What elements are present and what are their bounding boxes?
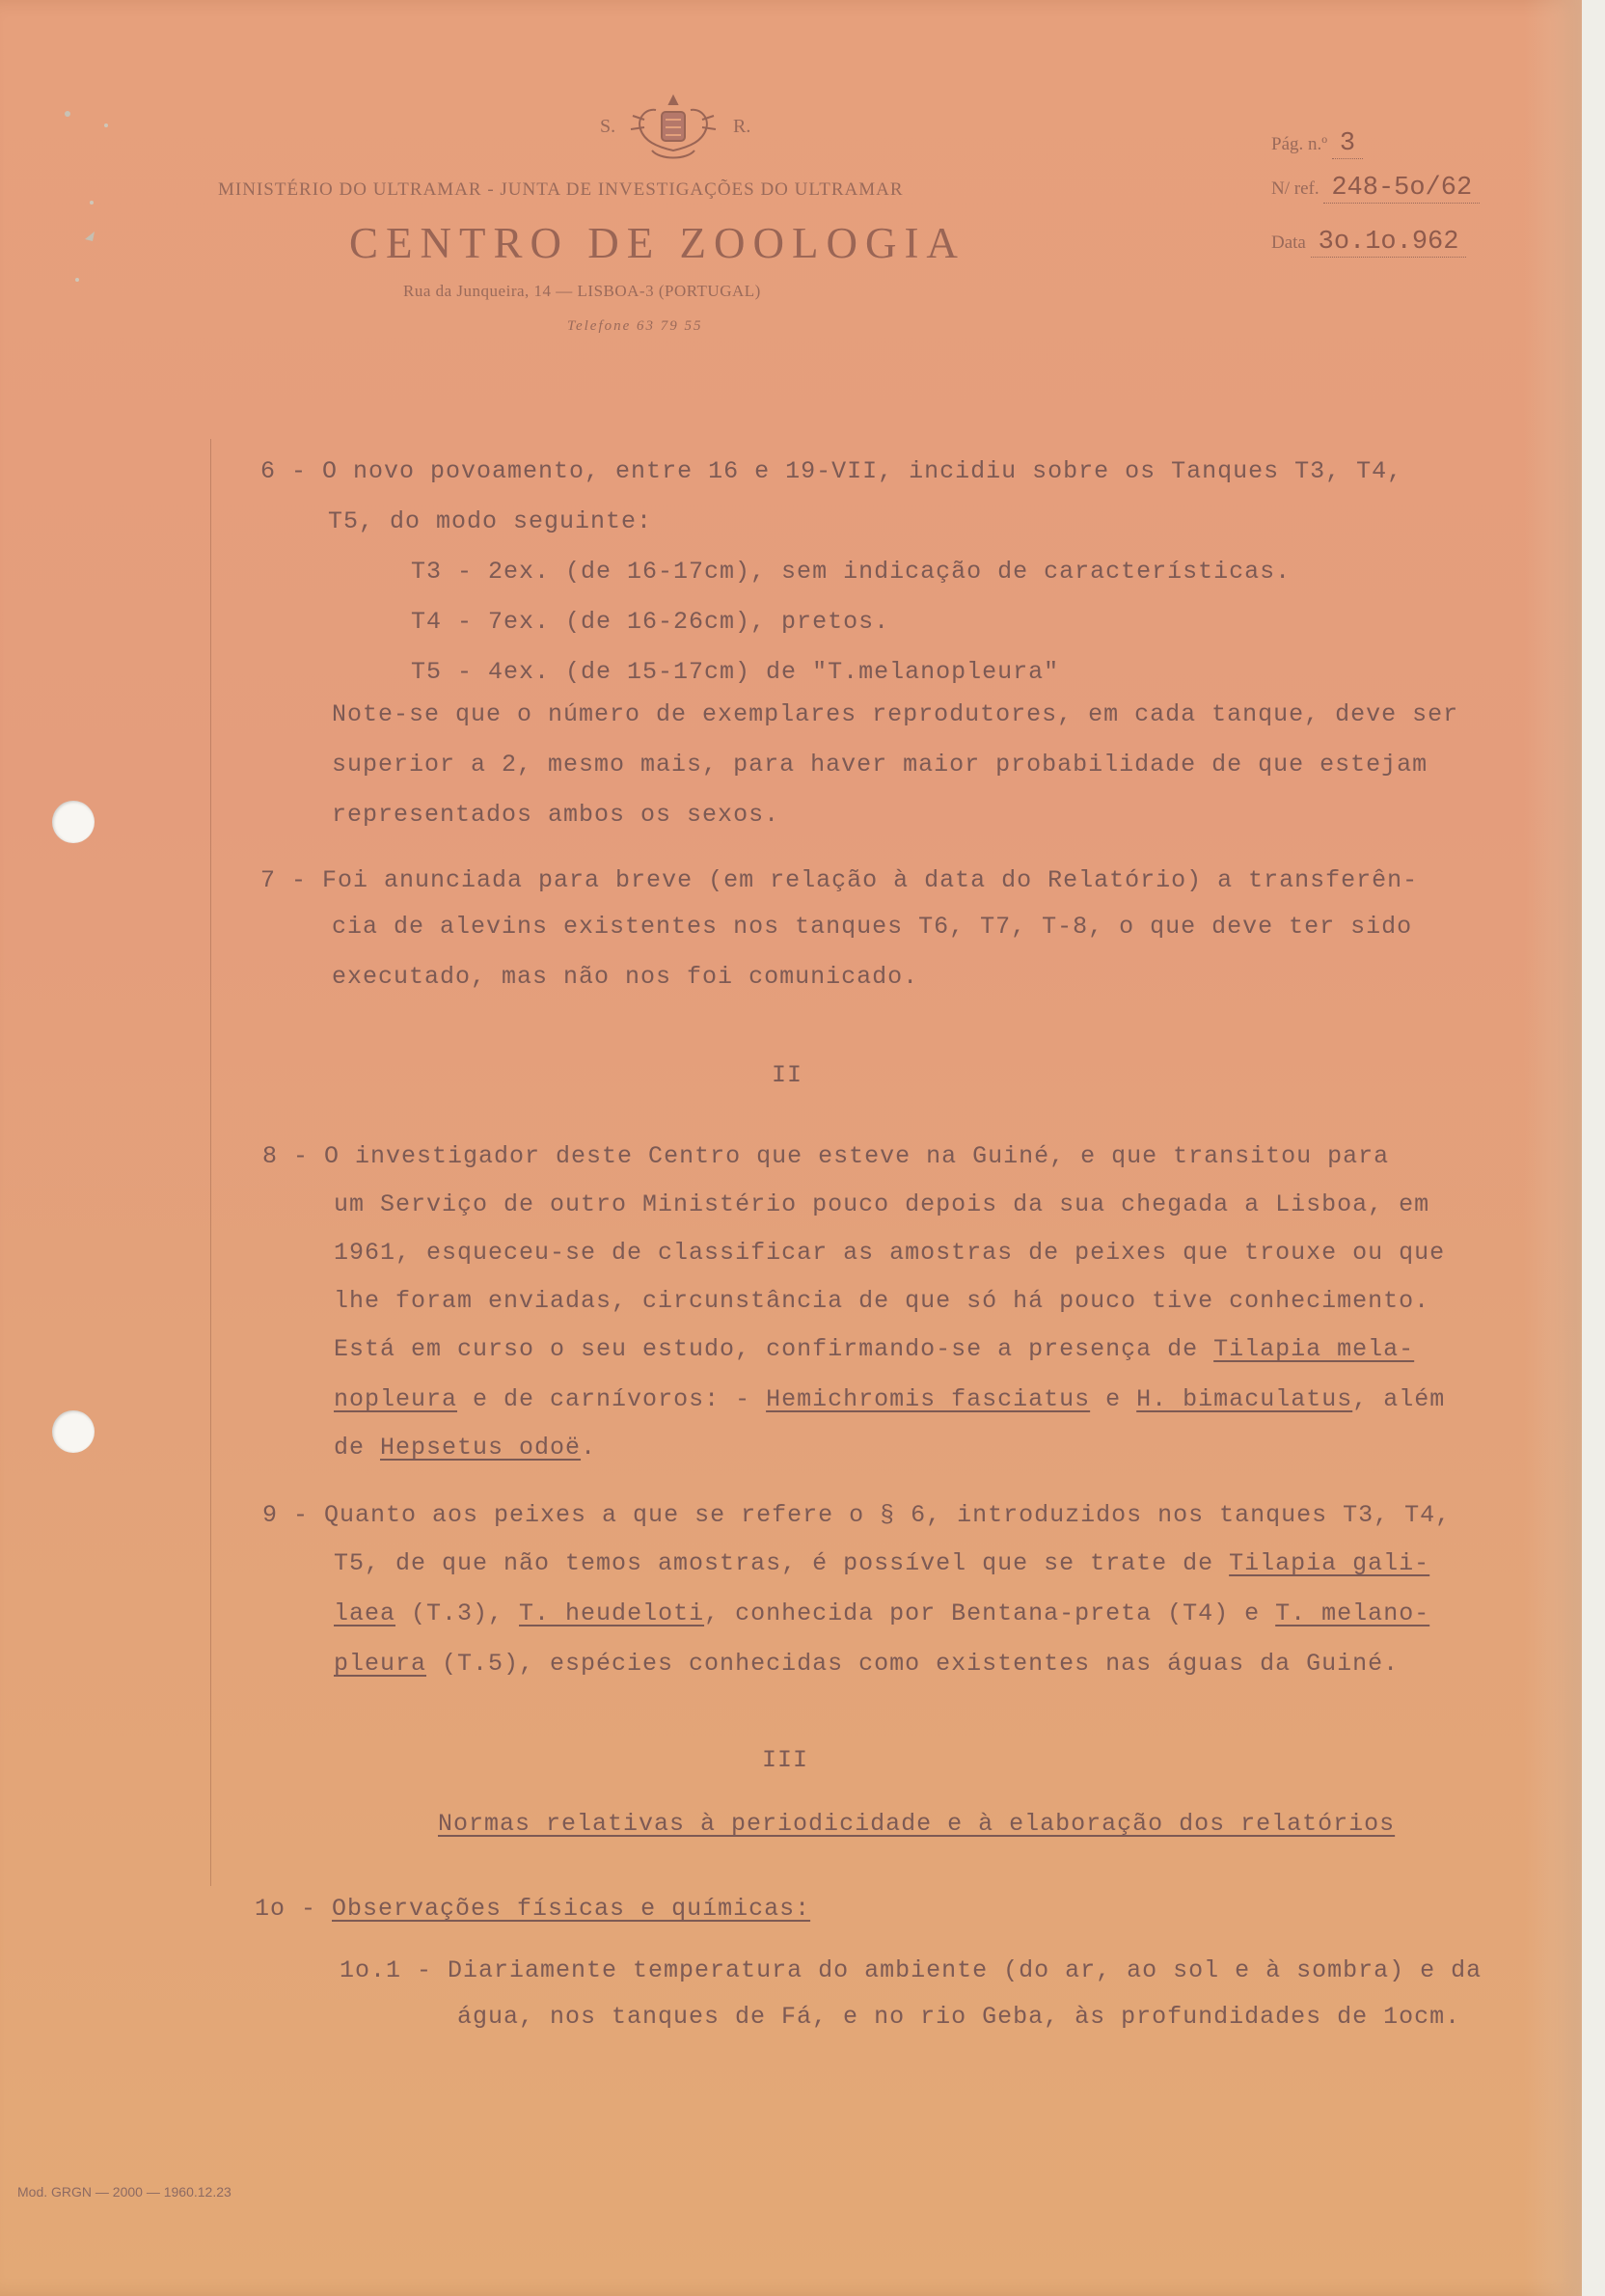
note-line1: Note-se que o número de exemplares reprodutores, em cada tanque, deve ser: [332, 700, 1459, 728]
date-label: Data: [1271, 232, 1306, 253]
para9-line3: [334, 1599, 1429, 1627]
para9-line2: [334, 1549, 1429, 1577]
tank-t3-line: T3 - 2ex. (de 16-17cm), sem indicação de características.: [411, 558, 1292, 586]
para9-line3-text-b: , conhecida por Bentana-preta (T4) e: [704, 1599, 1276, 1627]
para8-line7: [334, 1434, 596, 1462]
para8-line3: 1961, esqueceu-se de classificar as amostras de peixes que trouxe ou que: [334, 1239, 1446, 1267]
para8-line6: [334, 1385, 1445, 1413]
para9-line4-text: (T.5), espécies conhecidas como existentes nas águas da Guiné.: [426, 1650, 1400, 1678]
institution-address: Rua da Junqueira, 14 — LISBOA-3 (PORTUGAL): [403, 282, 761, 300]
species-t-melanopleura: T. melano-: [1275, 1599, 1430, 1627]
para6-line1: 6 - O novo povoamento, entre 16 e 19-VII, incidiu sobre os Tanques T3, T4,: [260, 457, 1403, 485]
paper-specks: [39, 58, 125, 328]
section-iii-heading: III: [762, 1746, 809, 1774]
species-tilapia-galilaea: Tilapia gali-: [1229, 1549, 1430, 1577]
reference-field: [1271, 174, 1480, 203]
seal-s-letter: S.: [600, 116, 616, 137]
para10-line1: [255, 1895, 810, 1923]
species-melanopleura-cont-2: pleura: [334, 1650, 427, 1678]
para7-line1: 7 - Foi anunciada para breve (em relação à data do Relatório) a transferên-: [260, 866, 1419, 894]
date-value: 3o.1o.962: [1311, 228, 1467, 258]
note-line2: superior a 2, mesmo mais, para haver maior probabilidade de que estejam: [332, 751, 1428, 779]
para8-line5-text: Está em curso o seu estudo, confirmando-se a presença de: [334, 1335, 1214, 1363]
para8-line7-text-b: .: [581, 1434, 597, 1462]
tank-t4-line: T4 - 7ex. (de 16-26cm), pretos.: [411, 608, 890, 636]
para9-line4: [334, 1650, 1399, 1678]
tank-t5-line: T5 - 4ex. (de 15-17cm) de "T.melanopleura": [411, 658, 1060, 686]
para9-line2-text: T5, de que não temos amostras, é possível que se trate de: [334, 1549, 1230, 1577]
para10-number: 1o -: [255, 1895, 333, 1923]
species-hemichromis-fasciatus: Hemichromis fasciatus: [766, 1385, 1091, 1413]
species-melanopleura-cont: nopleura: [334, 1385, 458, 1413]
para8-line6-text-c: , além: [1352, 1385, 1446, 1413]
page-number-label: Pág. n.º: [1271, 134, 1328, 154]
para9-line3-text-a: (T.3),: [395, 1599, 520, 1627]
para8-line6-text-a: e de carnívoros: -: [457, 1385, 767, 1413]
para10-1-line1: 1o.1 - Diariamente temperatura do ambiente (do ar, ao sol e à sombra) e da: [340, 1956, 1483, 1984]
species-h-bimaculatus: H. bimaculatus: [1136, 1385, 1353, 1413]
species-galilaea-cont: laea: [334, 1599, 396, 1627]
para6-line2: T5, do modo seguinte:: [328, 507, 653, 535]
para7-line3: executado, mas não nos foi comunicado.: [332, 963, 919, 991]
ministry-line: MINISTÉRIO DO ULTRAMAR - JUNTA DE INVESTIGAÇÕES DO ULTRAMAR: [218, 179, 904, 200]
para8-line1: 8 - O investigador deste Centro que esteve na Guiné, e que transitou para: [262, 1142, 1390, 1170]
para8-line6-text-b: e: [1090, 1385, 1137, 1413]
para10-heading: Observações físicas e químicas:: [332, 1895, 811, 1923]
margin-line: [210, 439, 211, 1886]
form-footer: Mod. GRGN — 2000 — 1960.12.23: [17, 2184, 231, 2200]
para8-line7-text-a: de: [334, 1434, 381, 1462]
species-tilapia-melanopleura: Tilapia mela-: [1213, 1335, 1415, 1363]
section-ii-heading: II: [772, 1061, 803, 1089]
para7-line2: cia de alevins existentes nos tanques T6, T7, T-8, o que deve ter sido: [332, 913, 1413, 941]
note-line3: representados ambos os sexos.: [332, 801, 780, 829]
page-number-value: 3: [1332, 129, 1363, 159]
seal-r-letter: R.: [733, 116, 751, 137]
reference-value: 248-5o/62: [1323, 174, 1480, 204]
punch-hole-bottom: [52, 1410, 95, 1453]
para8-line5: [334, 1335, 1414, 1363]
species-hepsetus-odoe: Hepsetus odoë: [380, 1434, 582, 1462]
para9-line1: 9 - Quanto aos peixes a que se refere o § 6, introduzidos nos tanques T3, T4,: [262, 1501, 1452, 1529]
para8-line4: lhe foram enviadas, circunstância de que só há pouco tive conhecimento.: [334, 1287, 1430, 1315]
species-t-heudeloti: T. heudeloti: [519, 1599, 705, 1627]
institution-title: CENTRO DE ZOOLOGIA: [349, 219, 966, 267]
coat-of-arms-icon: [627, 91, 720, 168]
page-number-field: [1271, 129, 1363, 158]
para8-line2: um Serviço de outro Ministério pouco depois da sua chegada a Lisboa, em: [334, 1190, 1430, 1218]
punch-hole-top: [52, 801, 95, 843]
para10-1-line2: água, nos tanques de Fá, e no rio Geba, às profundidades de 1ocm.: [457, 2003, 1461, 2031]
reference-label: N/ ref.: [1271, 178, 1319, 199]
institution-phone: Telefone 63 79 55: [567, 318, 703, 334]
norms-heading: Normas relativas à periodicidade e à elaboração dos relatórios: [438, 1810, 1396, 1838]
date-field: [1271, 228, 1466, 257]
